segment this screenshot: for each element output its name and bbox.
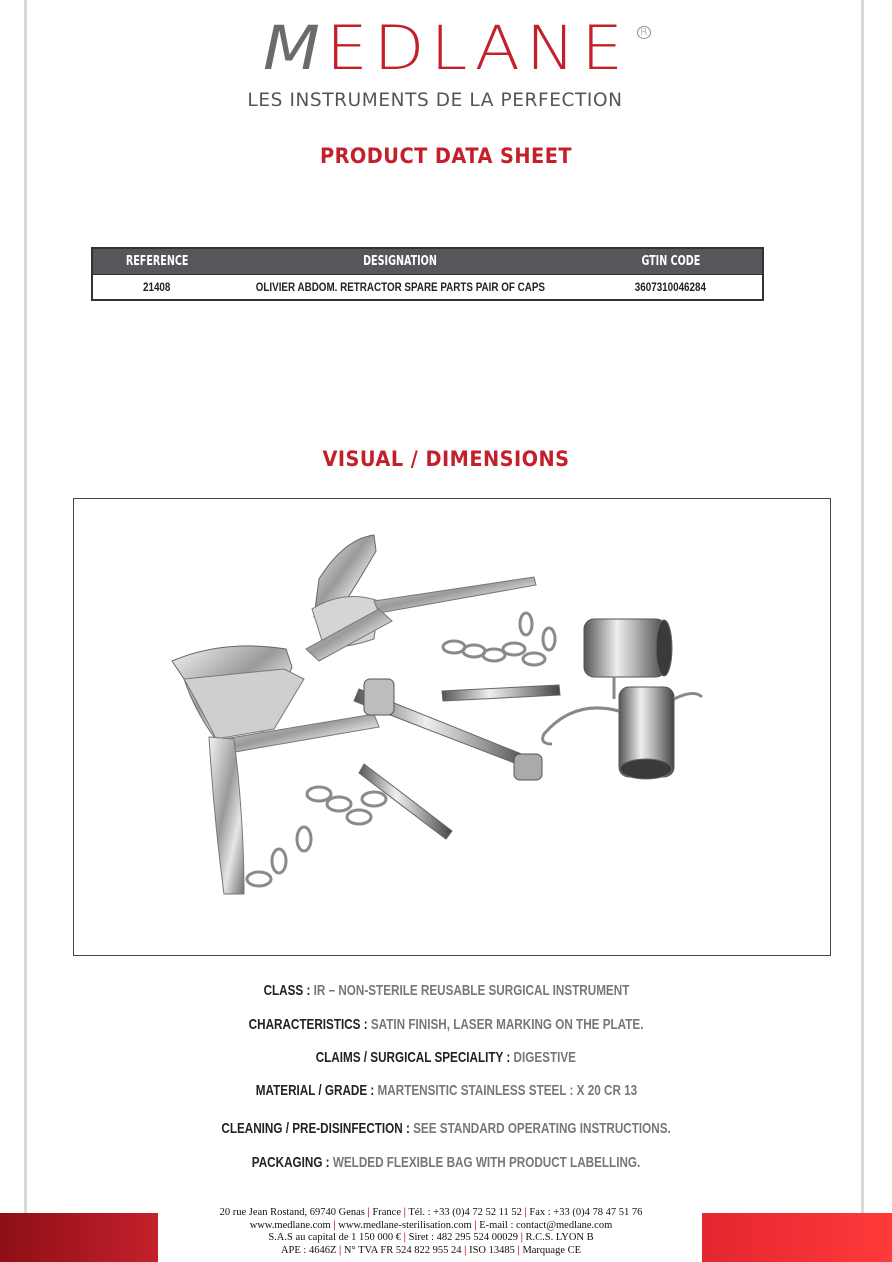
- product-image: [73, 498, 831, 956]
- footer-line-3: S.A.S au capital de 1 150 000 € | Siret : 482 295 524 00029 | R.C.S. LYON B: [268, 1232, 594, 1243]
- retractor-illustration: [74, 499, 830, 955]
- table-row: [92, 275, 763, 301]
- logo-rest: EDLANE: [325, 13, 629, 84]
- spec-characteristics: CHARACTERISTICS : SATIN FINISH, LASER MARKING ON THE PLATE.: [248, 1016, 644, 1033]
- spec-claims: CLAIMS / SURGICAL SPECIALITY : DIGESTIVE: [315, 1049, 577, 1066]
- cell-reference: 21408: [92, 275, 221, 301]
- email-link[interactable]: E-mail : contact@medlane.com: [479, 1219, 613, 1231]
- table-header-row: [92, 248, 763, 275]
- website-link[interactable]: www.medlane.com: [249, 1219, 331, 1231]
- spec-cleaning: CLEANING / PRE-DISINFECTION : SEE STANDARD OPERATING INSTRUCTIONS.: [221, 1120, 671, 1137]
- footer-line-4: APE : 4646Z | N° TVA FR 524 822 955 24 | ISO 13485 | Marquage CE: [280, 1244, 582, 1256]
- frame-arms: [209, 577, 542, 894]
- footer-line-2: www.medlane.com | www.medlane-sterilisation.com | E-mail : contact@medlane.com: [249, 1219, 613, 1231]
- chain-upper: [443, 613, 555, 665]
- left-blade: [172, 646, 304, 739]
- spec-packaging: PACKAGING : WELDED FLEXIBLE BAG WITH PRODUCT LABELLING.: [251, 1154, 641, 1171]
- brand-logo: [0, 14, 892, 84]
- logo-initial: M: [263, 13, 326, 84]
- brand-tagline: LES INSTRUMENTS DE LA PERFECTION: [247, 90, 623, 111]
- cap-lower: [543, 687, 702, 779]
- header-reference: REFERENCE: [92, 248, 221, 275]
- registered-mark: R: [637, 26, 651, 39]
- cell-gtin: 3607310046284: [579, 275, 763, 301]
- cell-designation: OLIVIER ABDOM. RETRACTOR SPARE PARTS PAIR OF CAPS: [221, 275, 579, 301]
- product-table: [91, 247, 764, 301]
- spec-class: CLASS : IR – NON-STERILE REUSABLE SURGICAL INSTRUMENT: [263, 982, 629, 999]
- header-gtin: GTIN CODE: [579, 248, 763, 275]
- header-designation: DESIGNATION: [221, 248, 579, 275]
- sheet-title: PRODUCT DATA SHEET: [319, 144, 573, 168]
- sterilisation-link[interactable]: www.medlane-sterilisation.com: [338, 1219, 472, 1231]
- logo-wordmark: [263, 13, 648, 84]
- footer-line-1: 20 rue Jean Rostand, 69740 Genas | France | Tél. : +33 (0)4 72 52 11 52 | Fax : +33 (0)4 78 47 51 76: [219, 1207, 643, 1218]
- spec-material: MATERIAL / GRADE : MARTENSITIC STAINLESS STEEL : X 20 CR 13: [255, 1082, 637, 1099]
- visual-title: VISUAL / DIMENSIONS: [322, 447, 570, 471]
- chain-lower: [247, 787, 386, 886]
- company-footer: [0, 1207, 862, 1257]
